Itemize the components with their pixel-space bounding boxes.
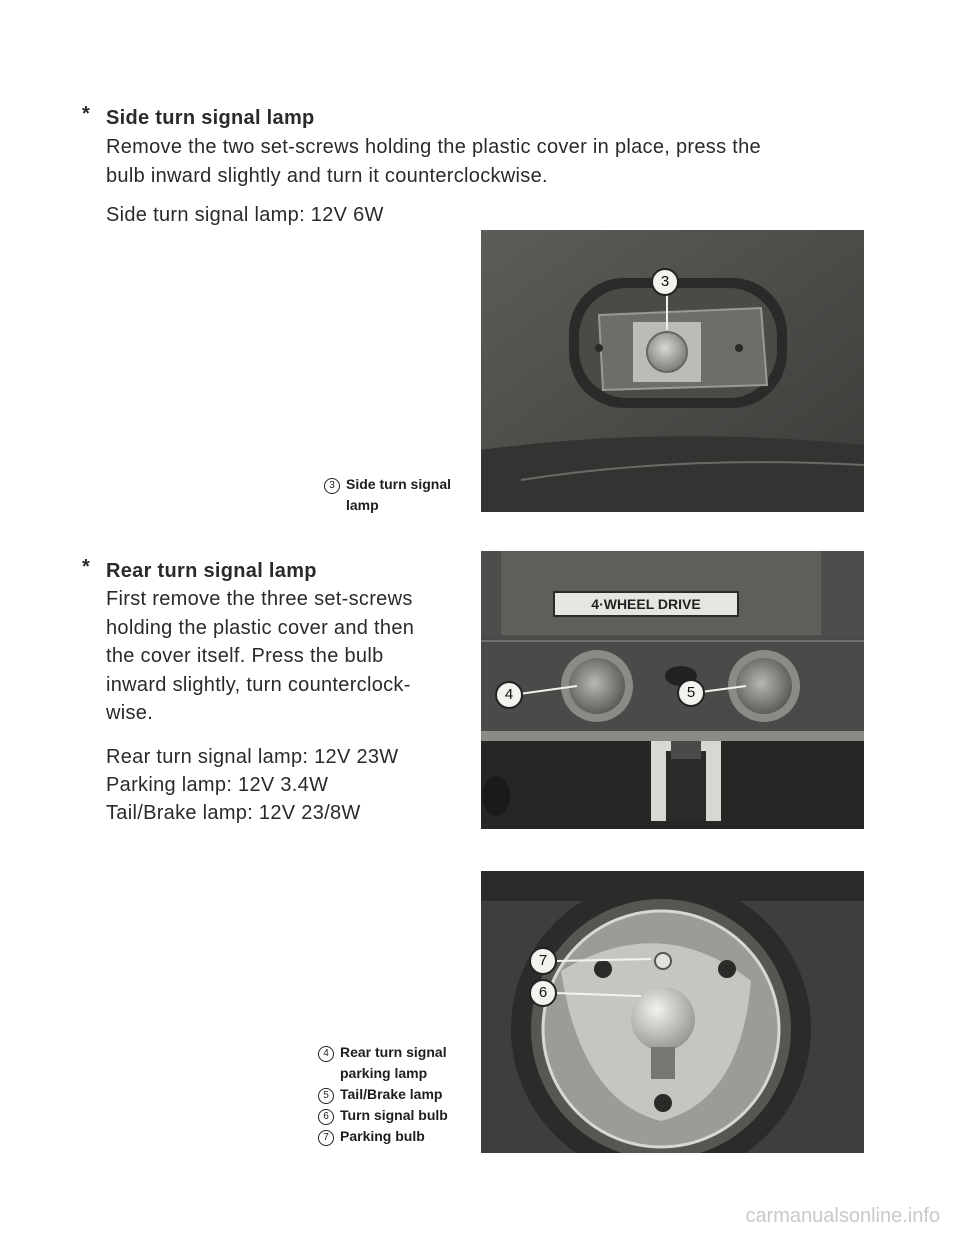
body-text-line: First remove the three set-screws: [106, 588, 413, 610]
section-heading-side-turn: Side turn signal lamp: [106, 107, 315, 129]
callout-number: 7: [318, 1130, 334, 1146]
bullet-star: *: [82, 556, 90, 578]
callout-number: 4: [318, 1046, 334, 1062]
spec-parking: Parking lamp: 12V 3.4W: [106, 774, 329, 796]
photo-callout-3: 3: [651, 268, 679, 296]
photo-callout-7: 7: [529, 947, 557, 975]
caption-text: Side turn signal: [346, 476, 452, 492]
photo-illustration: [481, 871, 864, 1153]
body-text-line: the cover itself. Press the bulb: [106, 645, 384, 667]
photo-callout-6: 6: [529, 979, 557, 1007]
bullet-star: *: [82, 103, 90, 125]
body-text-line: Remove the two set-screws holding the plastic cover in place, press the: [106, 136, 761, 158]
caption-text: Parking bulb: [340, 1128, 425, 1144]
photo-callout-5: 5: [677, 679, 705, 707]
callout-number: 5: [318, 1088, 334, 1104]
photo-callout-4: 4: [495, 681, 523, 709]
spec-side-turn: Side turn signal lamp: 12V 6W: [106, 204, 384, 226]
body-text-line: wise.: [106, 702, 154, 724]
body-text-line: inward slightly, turn counterclock-: [106, 674, 411, 696]
caption-text: Rear turn signal: [340, 1044, 447, 1060]
spec-tail-brake: Tail/Brake lamp: 12V 23/8W: [106, 802, 361, 824]
caption-text: Tail/Brake lamp: [340, 1086, 443, 1102]
photo-caption-bulbs: [318, 1042, 448, 1147]
wheel-drive-badge: 4·WHEEL DRIVE: [553, 591, 739, 617]
photo-caption-side-turn: [324, 474, 451, 516]
photo-side-turn-signal-lamp: [481, 230, 864, 512]
photo-lamp-bulbs: [481, 871, 864, 1153]
caption-text: lamp: [346, 497, 379, 513]
section-heading-rear-turn: Rear turn signal lamp: [106, 560, 317, 582]
body-text-line: holding the plastic cover and then: [106, 617, 415, 639]
caption-text: parking lamp: [340, 1065, 428, 1081]
footer-watermark: carmanualsonline.info: [745, 1205, 940, 1227]
caption-text: Turn signal bulb: [340, 1107, 448, 1123]
body-text-line: bulb inward slightly and turn it counterclockwise.: [106, 165, 548, 187]
callout-number: 3: [324, 478, 340, 494]
photo-rear-lamps: [481, 551, 864, 829]
spec-rear-turn: Rear turn signal lamp: 12V 23W: [106, 746, 399, 768]
callout-number: 6: [318, 1109, 334, 1125]
